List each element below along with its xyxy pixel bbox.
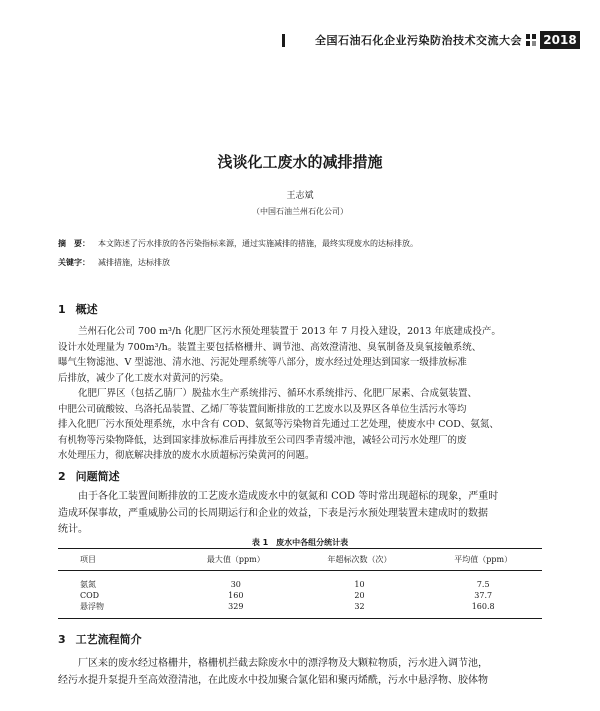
abstract [58, 238, 418, 249]
text-line: 排入化肥厂污水预处理系统，水中含有 COD、氨氮等污染物首先通过工艺处理，使废水中 COD、氨氮、 [58, 419, 499, 430]
data-table [58, 548, 542, 619]
header-bar [282, 34, 285, 47]
keywords-text: 减排措施，达标排放 [98, 258, 170, 267]
section-number: 3 [58, 633, 66, 646]
table-header: 平均值（ppm） [424, 549, 542, 571]
table-cell: 37.7 [474, 591, 493, 600]
section-body [58, 489, 542, 539]
table-cell: 悬浮物 [58, 601, 177, 619]
author: 王志斌 [286, 191, 314, 201]
table-cell: 32 [295, 601, 425, 619]
table-header-row [58, 549, 542, 571]
table-cell: 氨氮 [80, 580, 96, 589]
page-header [0, 30, 600, 52]
table-cell: COD [80, 591, 100, 600]
text-line: 设计水处理量为 700m³/h。装置主要包括格栅井、调节池、高效澄清池、臭氧制备及臭氧接触系统、 [58, 341, 482, 353]
paper-title: 浅谈化工废水的减排措施 [217, 153, 383, 171]
text-line: 水处理压力，彻底解决排放的废水水质超标污染黄河的问题。 [58, 450, 315, 461]
keywords-label: 关键字： [58, 258, 90, 267]
text-line: 造成环保事故，严重威胁公司的长周期运行和企业的效益，下表是污水预处理装置未建成时的数据 [58, 507, 488, 519]
section-title: 工艺流程简介 [75, 633, 142, 646]
abstract-text: 本文陈述了污水排放的各污染指标来源，通过实施减排的措施，最终实现废水的达标排放。 [98, 239, 418, 248]
conference-name: 全国石油石化企业污染防治技术交流大会 [315, 34, 522, 47]
section-heading [58, 468, 120, 484]
table-header: 年超标次数（次） [295, 549, 425, 571]
table-cell: 160 [228, 591, 244, 600]
section-number: 1 [58, 303, 66, 316]
table-cell: 7.5 [476, 580, 490, 589]
year-badge: 2018 [540, 31, 580, 49]
section-number: 2 [58, 470, 66, 483]
text-line: 由于各化工装置间断排放的工艺废水造成废水中的氨氮和 COD 等时常出现超标的现象，严重时 [78, 491, 499, 502]
quad-square-icon [526, 34, 536, 46]
section-heading [58, 301, 98, 317]
text-line: 厂区来的废水经过格栅井，格栅机拦截去除废水中的漂浮物及大颗粒物质，污水进入调节池， [78, 658, 488, 669]
text-line: 曝气生物滤池、V 型滤池、清水池、污泥处理系统等八部分，废水经过处理达到国家一级排放标准 [58, 357, 467, 368]
table-header: 项目 [58, 549, 177, 571]
table-row [58, 601, 542, 619]
table-row [58, 571, 542, 591]
table-cell: 10 [354, 580, 365, 589]
section-title: 概述 [75, 303, 98, 316]
section-title: 问题简述 [75, 470, 120, 483]
table-cell: 329 [177, 601, 295, 619]
table-cell: 160.8 [424, 601, 542, 619]
section-heading [58, 631, 142, 647]
text-line: 经污水提升泵提升至高效澄清池，在此废水中投加聚合氯化铝和聚丙烯酰，污水中悬浮物、胶体物 [58, 674, 488, 686]
text-line: 化肥厂界区（包括乙腈厂）脱盐水生产系统排污、循环水系统排污、化肥厂尿素、合成氨装置、 [78, 388, 478, 399]
abstract-label: 摘 要： [58, 239, 90, 248]
text-line: 后排放，减少了化工废水对黄河的污染。 [58, 372, 230, 384]
text-line: 统计。 [58, 524, 88, 535]
keywords [58, 257, 170, 268]
section-body [58, 324, 542, 464]
table-cell: 20 [354, 591, 365, 600]
table-caption: 表 1 废水中各组分统计表 [251, 538, 349, 547]
text-line: 有机物等污染物降低，达到国家排放标准后再排放至公司四季青缓冲池，减轻公司污水处理厂的废 [58, 434, 467, 446]
section-body [58, 656, 542, 689]
text-line: 中肥公司硫酸铵、乌洛托品装置、乙烯厂等装置间断排放的工艺废水以及界区各单位生活污水等均 [58, 403, 467, 415]
table-cell: 30 [230, 580, 241, 589]
affiliation: （中国石油兰州石化公司） [252, 207, 348, 216]
text-line: 兰州石化公司 700 m³/h 化肥厂区污水预处理装置于 2013 年 7 月投入建设，2013 年底建成投产。 [78, 326, 501, 337]
table-header: 最大值（ppm） [177, 549, 295, 571]
table-row [58, 590, 542, 601]
